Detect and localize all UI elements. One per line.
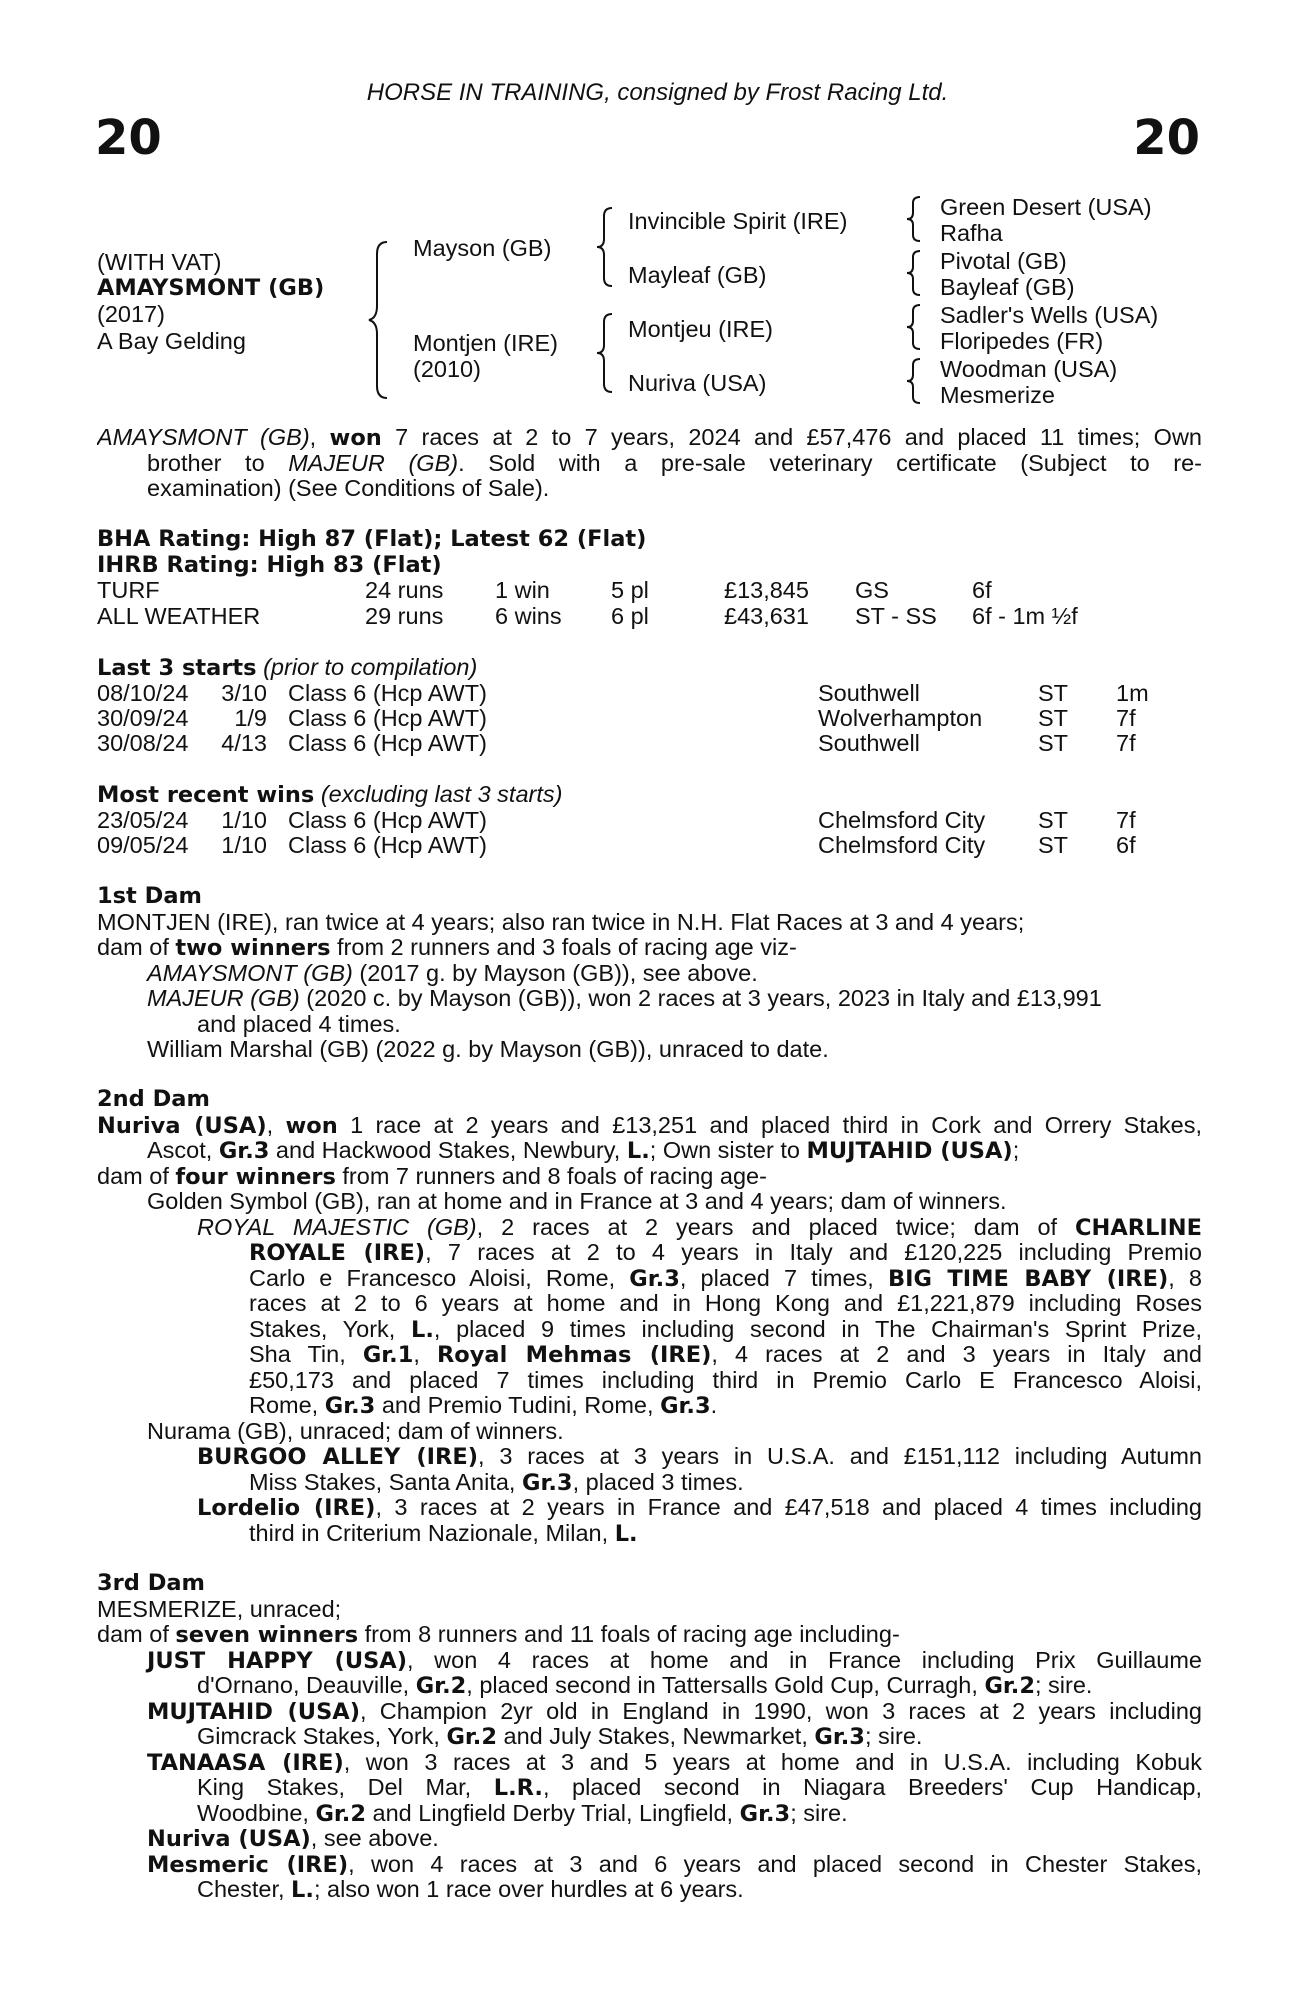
pedigree-brace-main bbox=[365, 240, 395, 400]
horse-description: A Bay Gelding bbox=[97, 328, 246, 354]
pedigree-gg-1: Green Desert (USA) bbox=[940, 194, 1152, 220]
pedigree-gg-4: Bayleaf (GB) bbox=[940, 274, 1075, 300]
pedigree-sire-sire: Invincible Spirit (IRE) bbox=[628, 208, 848, 234]
horse-year: (2017) bbox=[97, 301, 165, 327]
ihrb-rating: IHRB Rating: High 83 (Flat) bbox=[97, 552, 442, 578]
last-starts-heading: Last 3 starts (prior to compilation) bbox=[97, 654, 478, 681]
first-dam-section: 1st Dam MONTJEN (IRE), ran twice at 4 years; also ran twice in N.H. Flat Races at 3 and 4 years; dam of two winners from 2 runners and 3 foals of racing age viz- AMAYSMONT (GB) (2017 g. by Mayson (GB)), see above. MAJEUR (GB) (2020 c. by Mayson (GB)), won 2 races at 3 years, 2023 in Italy and £13,991 and placed 4 times. William Marshal (GB) (2022 g. by Mayson (GB)), unraced to date. bbox=[97, 884, 1202, 1063]
horse-name: AMAYSMONT (GB) bbox=[97, 275, 325, 301]
pedigree-dam-dam: Nuriva (USA) bbox=[628, 370, 767, 396]
pedigree-gg-5: Sadler's Wells (USA) bbox=[940, 302, 1159, 328]
pedigree-brace-g1 bbox=[904, 195, 924, 243]
first-dam-heading: 1st Dam bbox=[97, 883, 202, 909]
second-dam-heading: 2nd Dam bbox=[97, 1086, 210, 1112]
horse-name-ref: AMAYSMONT (GB) bbox=[97, 425, 310, 450]
pedigree-brace-g4 bbox=[904, 357, 924, 405]
recent-wins-heading: Most recent wins (excluding last 3 starts) bbox=[97, 781, 563, 808]
bha-rating: BHA Rating: High 87 (Flat); Latest 62 (Flat) bbox=[97, 526, 647, 552]
pedigree-gg-8: Mesmerize bbox=[940, 382, 1055, 408]
third-dam-section: 3rd Dam MESMERIZE, unraced; dam of seven winners from 8 runners and 11 foals of racing age including- JUST HAPPY (USA), won 4 races at home and in France including Prix Guillaume d'Ornano, Deauville, Gr.2, placed second in Tattersalls Gold Cup, Curragh, Gr.2; sire. MUJTAHID (USA), Champion 2yr old in England in 1990, won 3 races at 2 years including Gimcrack Stakes, York, Gr.2 and July Stakes, Newmarket, Gr.3; sire. TANAASA (IRE), won 3 races at 3 and 5 years at home and in U.S.A. including Kobuk King Stakes, Del Mar, L.R., placed second in Niagara Breeders' Cup Handicap, Woodbine, Gr.2 and Lingfield Derby Trial, Lingfield, Gr.3; sire. Nuriva (USA), see above. Mesmeric (IRE), won 4 races at 3 and 6 years and placed second in Chester Stakes, Chester, L.; also won 1 race over hurdles at 6 years. bbox=[97, 1570, 1202, 1903]
pedigree-brace-g3 bbox=[904, 303, 924, 351]
second-dam-section: 2nd Dam Nuriva (USA), won 1 race at 2 years and £13,251 and placed third in Cork and Orrery Stakes, Ascot, Gr.3 and Hackwood Stakes, Newbury, L.; Own sister to MUJTAHID (USA); dam of four winners from 7 runners and 8 foals of racing age- Golden Symbol (GB), ran at home and in France at 3 and 4 years; dam of winners. ROYAL MAJESTIC (GB), 2 races at 2 years and placed twice; dam of CHARLINE ROYALE (IRE), 7 races at 2 to 4 years in Italy and £120,225 including Premio Carlo e Francesco Aloisi, Rome, Gr.3, placed 7 times, BIG TIME BABY (IRE), 8 races at 2 to 6 years at home and in Hong Kong and £1,221,879 including Roses Stakes, York, L., placed 9 times including second in The Chairman's Sprint Prize, Sha Tin, Gr.1, Royal Mehmas (IRE), 4 races at 2 and 3 years in Italy and £50,173 and placed 7 times including third in Premio Carlo E Francesco Aloisi, Rome, Gr.3 and Premio Tudini, Rome, Gr.3. Nurama (GB), unraced; dam of winners. BURGOO ALLEY (IRE), 3 races at 3 years in U.S.A. and £151,112 including Autumn Miss Stakes, Santa Anita, Gr.3, placed 3 times. Lordelio (IRE), 3 races at 2 years in France and £47,518 and placed 4 times including third in Criterium Nazionale, Milan, L. bbox=[97, 1086, 1202, 1547]
pedigree-gg-7: Woodman (USA) bbox=[940, 356, 1118, 382]
catalogue-header: HORSE IN TRAINING, consigned by Frost Racing Ltd. bbox=[366, 79, 949, 106]
lot-number-right: 20 bbox=[1133, 110, 1200, 166]
vat-note: (WITH VAT) bbox=[97, 249, 222, 275]
summary-paragraph: AMAYSMONT (GB), won 7 races at 2 to 7 years, 2024 and £57,476 and placed 11 times; Own brother to MAJEUR (GB). Sold with a pre-sale veterinary certificate (Subject to re- examination) (See Conditions of Sale). bbox=[97, 425, 1202, 501]
pedigree-dam: Montjen (IRE) bbox=[413, 330, 558, 356]
pedigree-gg-3: Pivotal (GB) bbox=[940, 248, 1067, 274]
pedigree-dam-sire: Montjeu (IRE) bbox=[628, 316, 773, 342]
third-dam-heading: 3rd Dam bbox=[97, 1570, 205, 1596]
pedigree-sire: Mayson (GB) bbox=[413, 235, 552, 261]
lot-number-left: 20 bbox=[95, 110, 162, 166]
pedigree-sire-dam: Mayleaf (GB) bbox=[628, 262, 767, 288]
pedigree-brace-dam bbox=[594, 312, 616, 394]
pedigree-brace-g2 bbox=[904, 249, 924, 297]
pedigree-dam-year: (2010) bbox=[413, 356, 481, 382]
pedigree-gg-6: Floripedes (FR) bbox=[940, 328, 1104, 354]
pedigree-brace-sire bbox=[594, 206, 616, 288]
pedigree-gg-2: Rafha bbox=[940, 220, 1003, 246]
